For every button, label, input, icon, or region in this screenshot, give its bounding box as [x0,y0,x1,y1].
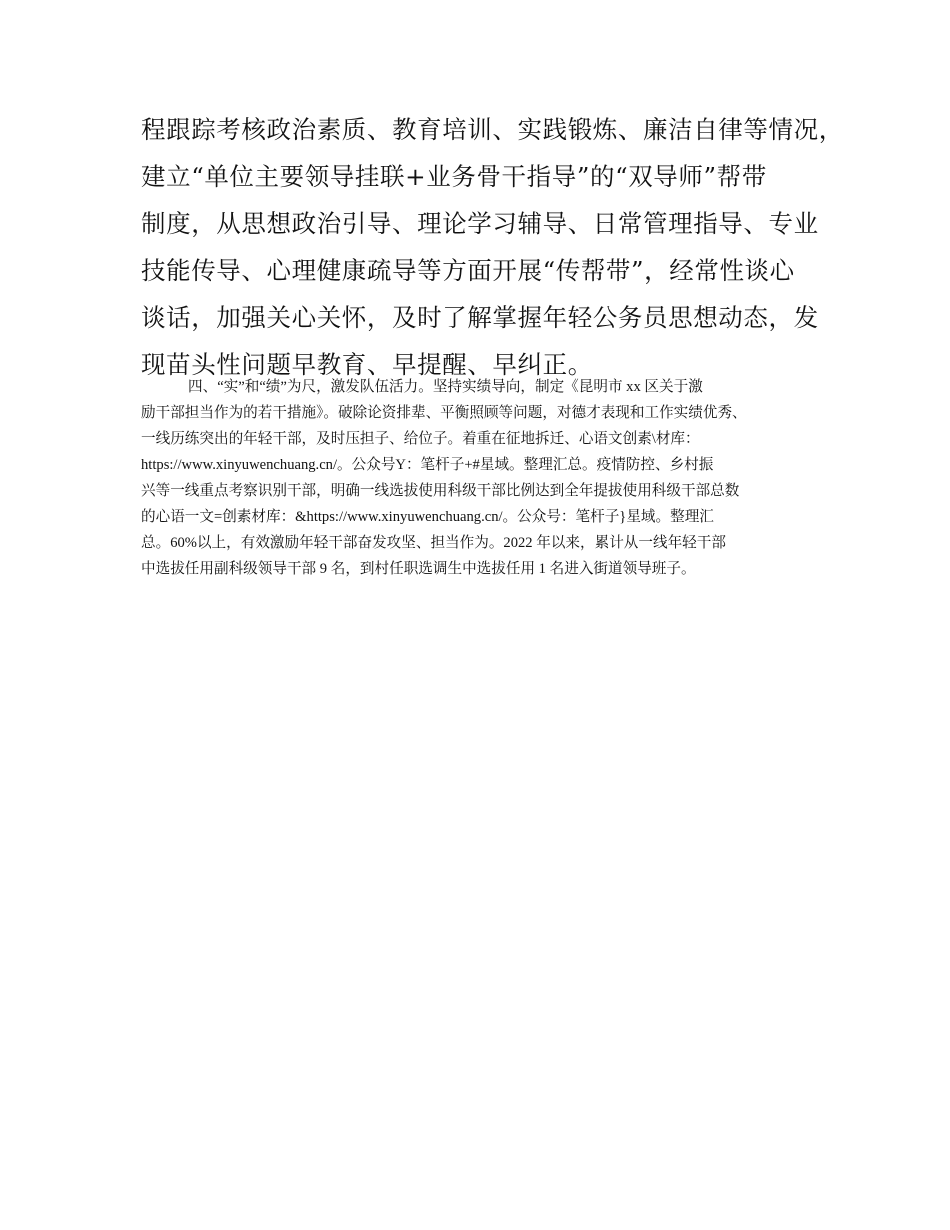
body-line: 中选拔任用副科级领导干部 9 名，到村任职选调生中选拔任用 1 名进入街道领导班子。 [141,561,696,577]
body-line: 总。60%以上，有效激励年轻干部奋发攻坚、担当作为。2022 年以来，累计从一线年轻干部 [141,535,726,551]
body-line: 兴等一线重点考察识别干部，明确一线选拔使用科级干部比例达到全年提拔使用科级干部总数 [141,483,740,499]
lead-line: 制度，从思想政治引导、理论学习辅导、日常管理指导、专业 [141,209,819,238]
lead-line: 程跟踪考核政治素质、教育培训、实践锻炼、廉洁自律等情况， [141,115,844,144]
lead-paragraph [141,106,844,388]
body-line: 的心语一文=创素材库：&https://www.xinyuwenchuang.cn/。公众号：笔杆子}星域。整理汇 [141,509,714,525]
body-paragraph [141,374,821,582]
lead-line: 建立“单位主要领导挂联+业务骨干指导”的“双导师”帮带 [141,162,767,191]
body-line: https://www.xinyuwenchuang.cn/。公众号Y：笔杆子+#星域。整理汇总。疫情防控、乡村振 [141,457,714,473]
body-line: 励干部担当作为的若干措施》。破除论资排辈、平衡照顾等问题，对德才表现和工作实绩优秀、 [141,405,747,421]
lead-line: 现苗头性问题早教育、早提醒、早纠正。 [141,350,593,379]
body-line: 一线历练突出的年轻干部，及时压担子、给位子。着重在征地拆迁、心语文创素\材库： [141,431,700,447]
body-line: 四、“实”和“绩”为尺，激发队伍活力。坚持实绩导向，制定《昆明市 xx 区关于激 [188,379,703,395]
lead-line: 技能传导、心理健康疏导等方面开展“传帮带”，经常性谈心 [141,256,795,285]
lead-line: 谈话，加强关心关怀，及时了解掌握年轻公务员思想动态，发 [141,303,819,332]
